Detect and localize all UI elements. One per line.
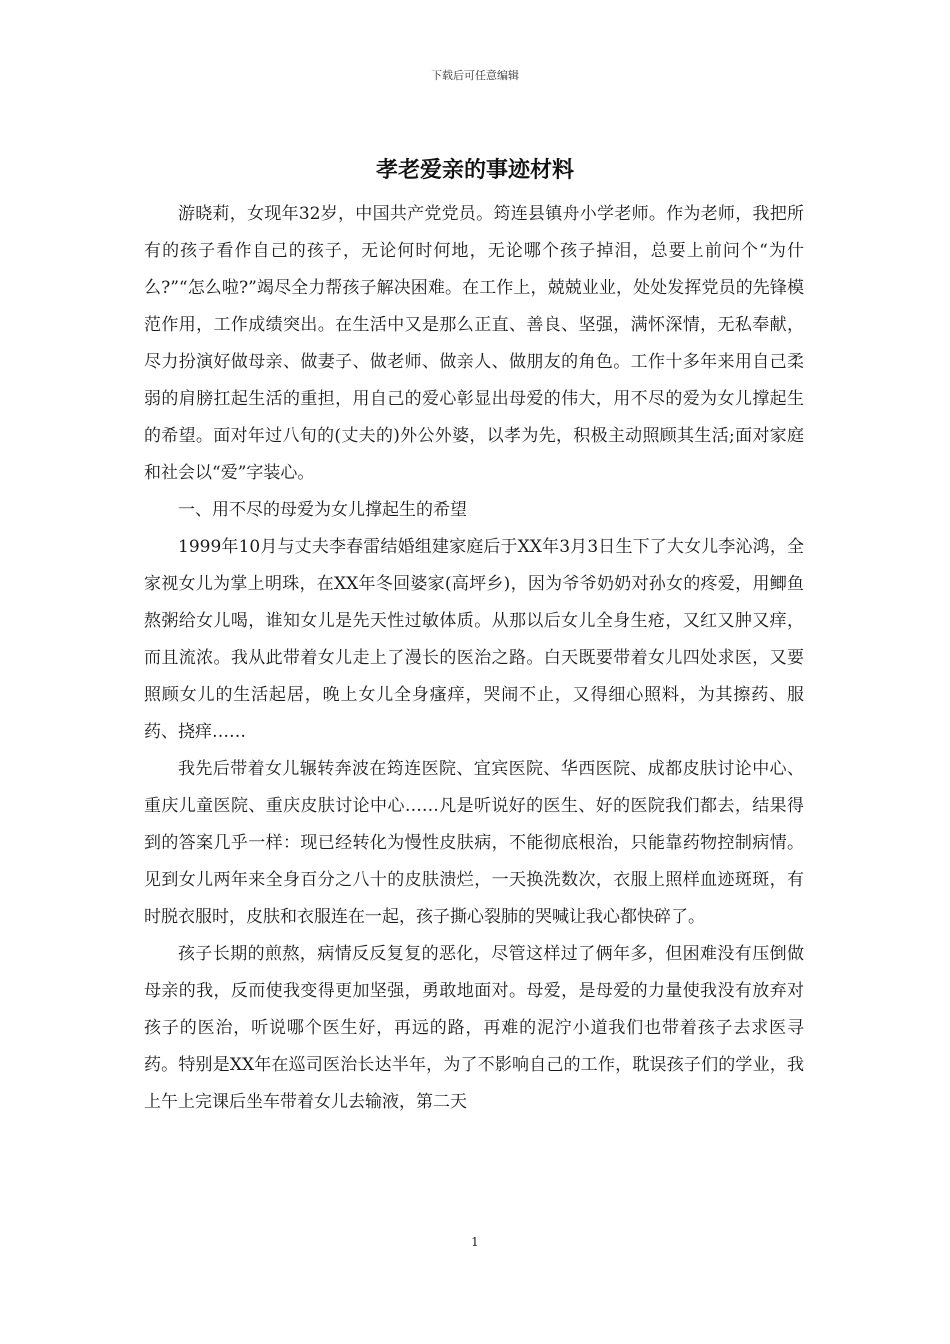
page-number: 1 [471, 1235, 479, 1249]
page-header-note: 下载后可任意编辑 [431, 69, 519, 82]
document-title: 孝老爱亲的事迹材料 [375, 158, 574, 183]
paragraph: 1999年10月与丈夫李春雷结婚组建家庭后于XX年3月3日生下了大女儿李沁鸿，全家视女儿为掌上明珠，在XX年冬回婆家(高坪乡)，因为爷爷奶奶对孙女的疼爱，用鲫鱼熬粥给女儿喝，谁知女儿是先天性过敏体质。从那以后女儿全身生疮，又红又肿又痒，而且流浓。我从此带着女儿走上了漫长的医治之路。白天既要带着女儿四处求医，又要照顾女儿的生活起居，晚上女儿全身瘙痒，哭闹不止，又得细心照料，为其擦药、服药、挠痒…… [144, 537, 804, 742]
paragraph-intro: 游晓莉，女现年32岁，中国共产党党员。筠连县镇舟小学老师。作为老师，我把所有的孩子看作自己的孩子，无论何时何地，无论哪个孩子掉泪，总要上前问个“为什么?”“怎么啦?”竭尽全力帮孩子解决困难。在工作上，兢兢业业，处处发挥党员的先锋模范作用，工作成绩突出。在生活中又是那么正直、善良、坚强，满怀深情，无私奉献，尽力扮演好做母亲、做妻子、做老师、做亲人、做朋友的角色。工作十多年来用自己柔弱的肩膀扛起生活的重担，用自己的爱心彰显出母爱的伟大，用不尽的爱为女儿撑起生的希望。面对年过八旬的(丈夫的)外公外婆，以孝为先，积极主动照顾其生活;面对家庭和社会以“爱”字装心。 [144, 204, 804, 483]
section-heading: 一、用不尽的母爱为女儿撑起生的希望 [178, 500, 467, 520]
document-body [144, 196, 804, 1121]
paragraph: 我先后带着女儿辗转奔波在筠连医院、宜宾医院、华西医院、成都皮肤讨论中心、重庆儿童医院、重庆皮肤讨论中心……凡是听说好的医生、好的医院我们都去，结果得到的答案几乎一样：现已经转化为慢性皮肤病，不能彻底根治，只能靠药物控制病情。见到女儿两年来全身百分之八十的皮肤溃烂，一天换洗数次，衣服上照样血迹斑斑，有时脱衣服时，皮肤和衣服连在一起，孩子撕心裂肺的哭喊让我心都快碎了。 [144, 759, 804, 927]
paragraph: 孩子长期的煎熬，病情反反复复的恶化，尽管这样过了俩年多，但困难没有压倒做母亲的我，反而使我变得更加坚强，勇敢地面对。母爱，是母爱的力量使我没有放弃对孩子的医治，听说哪个医生好，再远的路，再难的泥泞小道我们也带着孩子去求医寻药。特别是XX年在巡司医治长达半年，为了不影响自己的工作，耽误孩子们的学业，我上午上完课后坐车带着女儿去输液，第二天 [144, 944, 804, 1112]
